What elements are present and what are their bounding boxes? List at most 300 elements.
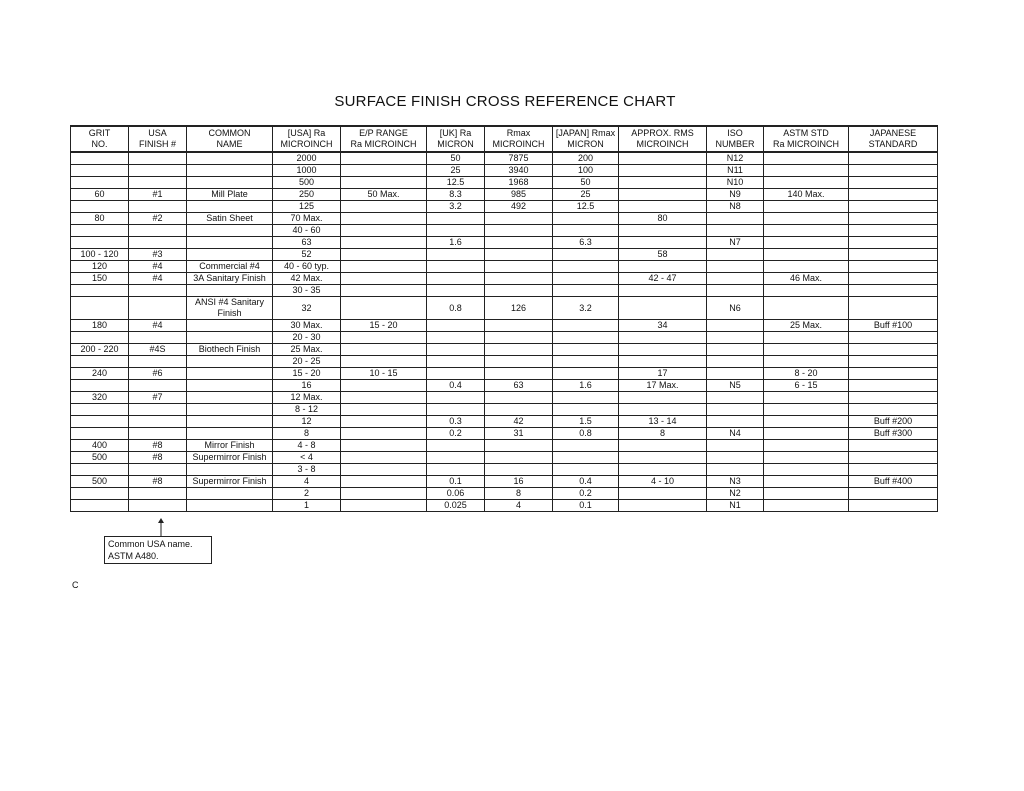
table-cell [849,189,938,201]
table-cell [71,285,129,297]
table-cell [849,225,938,237]
table-cell: 492 [485,201,553,213]
table-cell: #4S [129,344,187,356]
table-cell [849,440,938,452]
table-row [71,213,938,225]
table-cell: 12 Max. [273,392,341,404]
table-cell: 0.06 [427,488,485,500]
table-cell: 1.6 [427,237,485,249]
table-cell: 25 Max. [764,320,849,332]
table-cell [707,368,764,380]
table-cell [849,332,938,344]
table-cell: 60 [71,189,129,201]
column-header-line: NAME [216,139,243,149]
table-row [71,344,938,356]
table-cell [764,476,849,488]
column-header [427,126,485,152]
table-cell [71,488,129,500]
table-cell [71,165,129,177]
table-cell: 30 - 35 [273,285,341,297]
table-row [71,237,938,249]
table-cell [341,404,427,416]
table-cell [341,476,427,488]
table-cell [619,225,707,237]
table-cell: #3 [129,249,187,261]
table-cell: 16 [485,476,553,488]
table-cell [619,500,707,512]
table-cell [849,201,938,213]
table-cell: 3.2 [553,297,619,320]
table-cell: 500 [273,177,341,189]
table-cell [553,356,619,368]
table-row [71,488,938,500]
table-cell [129,297,187,320]
column-header-line: Ra MICROINCH [772,139,839,149]
table-cell: 4 [273,476,341,488]
table-cell [707,285,764,297]
table-cell: 100 [553,165,619,177]
table-cell [341,225,427,237]
table-cell [427,392,485,404]
table-cell [187,332,273,344]
table-cell: 70 Max. [273,213,341,225]
table-row [71,416,938,428]
table-cell: 17 Max. [619,380,707,392]
table-cell [764,488,849,500]
table-cell [187,177,273,189]
table-cell [129,225,187,237]
table-cell [71,500,129,512]
table-cell [707,464,764,476]
table-cell: 0.025 [427,500,485,512]
table-cell: N12 [707,152,764,165]
table-cell: Mirror Finish [187,440,273,452]
table-cell [553,225,619,237]
table-cell [71,297,129,320]
table-cell [341,488,427,500]
table-cell [427,464,485,476]
table-cell [341,152,427,165]
table-cell [427,440,485,452]
column-header-line: [UK] Ra [439,128,472,138]
table-cell [71,201,129,213]
table-cell [427,332,485,344]
table-cell [427,344,485,356]
table-cell: 3 - 8 [273,464,341,476]
column-header-line: MICROINCH [492,139,545,149]
table-cell: 8 [273,428,341,440]
column-header [707,126,764,152]
table-cell [485,452,553,464]
table-cell: 50 [427,152,485,165]
table-cell [764,285,849,297]
table-cell: 2000 [273,152,341,165]
table-cell [129,380,187,392]
table-row [71,404,938,416]
table-cell: Buff #400 [849,476,938,488]
column-header [129,126,187,152]
table-cell: 42 - 47 [619,273,707,285]
table-cell: 0.4 [427,380,485,392]
table-cell: 150 [71,273,129,285]
table-cell [553,320,619,332]
table-cell: 250 [273,189,341,201]
table-row [71,332,938,344]
table-row [71,476,938,488]
table-cell [187,320,273,332]
table-cell [764,152,849,165]
table-cell [553,332,619,344]
table-cell [129,285,187,297]
header-row [71,126,938,152]
table-cell [129,404,187,416]
table-cell: #4 [129,273,187,285]
table-cell [71,225,129,237]
table-cell [341,440,427,452]
column-header [273,126,341,152]
table-cell [341,380,427,392]
table-cell [485,356,553,368]
table-cell [187,285,273,297]
table-cell: 3940 [485,165,553,177]
table-cell: 500 [71,476,129,488]
table-cell [849,152,938,165]
table-cell [764,201,849,213]
table-cell [427,320,485,332]
table-cell: 50 Max. [341,189,427,201]
table-cell: N3 [707,476,764,488]
table-cell [849,488,938,500]
column-header-line: ISO [727,128,743,138]
table-row [71,249,938,261]
table-cell [485,237,553,249]
table-cell: 8 - 12 [273,404,341,416]
table-cell [849,273,938,285]
table-cell [129,201,187,213]
table-cell [619,332,707,344]
table-cell [553,392,619,404]
table-cell [619,152,707,165]
table-cell [619,464,707,476]
table-cell: 8 [619,428,707,440]
table-cell [707,404,764,416]
table-row [71,356,938,368]
table-cell: 200 - 220 [71,344,129,356]
table-cell: 2 [273,488,341,500]
table-cell [764,416,849,428]
column-header [187,126,273,152]
chart-title: SURFACE FINISH CROSS REFERENCE CHART [334,93,676,110]
table-cell: 46 Max. [764,273,849,285]
table-cell [129,356,187,368]
table-cell: Biothech Finish [187,344,273,356]
table-cell [71,152,129,165]
table-cell: 12 [273,416,341,428]
table-cell [849,297,938,320]
table-cell: 120 [71,261,129,273]
table-cell [764,452,849,464]
table-cell: 125 [273,201,341,213]
table-cell: 6 - 15 [764,380,849,392]
table-cell: 17 [619,368,707,380]
table-cell [553,464,619,476]
table-cell [849,356,938,368]
table-cell [341,285,427,297]
table-cell [187,201,273,213]
table-cell [187,500,273,512]
table-row [71,189,938,201]
table-cell: #4 [129,261,187,273]
table-cell [849,464,938,476]
table-cell [485,261,553,273]
table-cell [619,261,707,273]
table-cell: 3.2 [427,201,485,213]
table-cell: 1 [273,500,341,512]
column-header-line: ASTM STD [783,128,829,138]
table-cell: 25 [427,165,485,177]
table-cell [764,344,849,356]
column-header-line: USA [148,128,167,138]
table-cell [341,500,427,512]
table-cell [129,488,187,500]
table-cell: Buff #300 [849,428,938,440]
table-cell [553,368,619,380]
table-cell [71,356,129,368]
table-cell [553,249,619,261]
table-cell [129,416,187,428]
table-cell [485,320,553,332]
table-row [71,297,938,320]
table-cell [553,213,619,225]
table-row [71,273,938,285]
table-cell [187,237,273,249]
table-cell [764,428,849,440]
table-cell: 15 - 20 [341,320,427,332]
table-cell [619,297,707,320]
table-cell [427,249,485,261]
table-cell: Commercial #4 [187,261,273,273]
table-cell: 34 [619,320,707,332]
table-cell: #8 [129,476,187,488]
table-cell [341,249,427,261]
column-header [341,126,427,152]
table-cell: 30 Max. [273,320,341,332]
table-cell [485,225,553,237]
table-cell [849,261,938,273]
table-cell [187,249,273,261]
table-cell [427,273,485,285]
table-cell: 4 - 10 [619,476,707,488]
table-body [71,152,938,512]
table-cell [849,285,938,297]
table-cell: 3A Sanitary Finish [187,273,273,285]
table-cell: N9 [707,189,764,201]
table-cell [341,165,427,177]
table-cell: 20 - 25 [273,356,341,368]
table-row [71,392,938,404]
table-cell [707,392,764,404]
table-cell [187,356,273,368]
table-cell [71,237,129,249]
table-cell: N6 [707,297,764,320]
table-cell [764,500,849,512]
table-cell [764,392,849,404]
table-cell: #6 [129,368,187,380]
table-cell: 7875 [485,152,553,165]
table-cell: 140 Max. [764,189,849,201]
table-cell [619,488,707,500]
table-cell [764,237,849,249]
table-cell [187,368,273,380]
table-cell [341,464,427,476]
table-cell [849,237,938,249]
table-cell: 1000 [273,165,341,177]
table-cell: 200 [553,152,619,165]
table-cell [707,416,764,428]
table-cell [619,165,707,177]
table-cell [341,356,427,368]
column-header-line: JAPANESE [869,128,917,138]
table-cell: 63 [485,380,553,392]
column-header [553,126,619,152]
table-cell: N1 [707,500,764,512]
table-cell [485,368,553,380]
table-cell [129,464,187,476]
table-cell: 400 [71,440,129,452]
table-cell: 80 [619,213,707,225]
table-cell [849,452,938,464]
table-cell: N2 [707,488,764,500]
table-cell: 8.3 [427,189,485,201]
note-box [104,536,212,564]
table-cell: 100 - 120 [71,249,129,261]
table-cell: Satin Sheet [187,213,273,225]
table-cell: 20 - 30 [273,332,341,344]
table-cell [485,213,553,225]
table-cell: 16 [273,380,341,392]
column-header-line: GRIT [88,128,111,138]
table-row [71,261,938,273]
table-cell: #1 [129,189,187,201]
table-cell [707,332,764,344]
table-cell [485,404,553,416]
up-arrow-icon [155,518,167,538]
table-cell [764,404,849,416]
table-cell [553,404,619,416]
table-cell: 0.4 [553,476,619,488]
table-cell [553,344,619,356]
table-cell [485,464,553,476]
column-header [619,126,707,152]
table-cell: #7 [129,392,187,404]
table-cell [849,213,938,225]
column-header [485,126,553,152]
table-cell [341,273,427,285]
table-row [71,320,938,332]
table-cell: 8 [485,488,553,500]
table-cell: 0.1 [427,476,485,488]
table-cell [341,452,427,464]
table-cell [187,165,273,177]
table-cell [619,237,707,249]
table-cell [764,356,849,368]
table-cell [764,297,849,320]
column-header-line: [USA] Ra [287,128,326,138]
table-cell: 10 - 15 [341,368,427,380]
table-cell [707,440,764,452]
table-cell: 500 [71,452,129,464]
table-cell [187,428,273,440]
table-cell [849,165,938,177]
table-cell [707,344,764,356]
table-cell [485,273,553,285]
column-header-line: COMMON [208,128,251,138]
table-cell: 240 [71,368,129,380]
table-cell: 0.2 [427,428,485,440]
table-cell [707,249,764,261]
table-cell [187,152,273,165]
table-cell [764,213,849,225]
table-cell: #4 [129,320,187,332]
table-cell [129,237,187,249]
table-cell [764,440,849,452]
column-header [71,126,129,152]
table-cell: 8 - 20 [764,368,849,380]
table-cell [849,500,938,512]
table-cell: N8 [707,201,764,213]
table-cell [849,404,938,416]
table-cell [71,332,129,344]
table-cell [553,261,619,273]
table-cell [427,285,485,297]
table-row [71,201,938,213]
column-header [849,126,938,152]
table-cell: N4 [707,428,764,440]
table-row [71,500,938,512]
table-cell [485,249,553,261]
note-line: Common USA name. [108,539,193,549]
table-row [71,452,938,464]
table-cell [619,285,707,297]
table-row [71,152,938,165]
table-cell: 13 - 14 [619,416,707,428]
table-cell: 0.3 [427,416,485,428]
table-cell: 0.2 [553,488,619,500]
table-cell [619,189,707,201]
table-cell [71,416,129,428]
table-cell: 63 [273,237,341,249]
table-cell [427,261,485,273]
table-cell [849,249,938,261]
table-cell [427,404,485,416]
table-row [71,464,938,476]
column-header-line: MICRON [437,139,474,149]
table-row [71,380,938,392]
table-cell [707,261,764,273]
table-cell [485,285,553,297]
column-header-line: STANDARD [868,139,918,149]
table-cell: 4 - 8 [273,440,341,452]
table-cell [764,177,849,189]
table-cell: #8 [129,440,187,452]
table-cell [187,488,273,500]
table-cell: Supermirror Finish [187,452,273,464]
table-cell [71,428,129,440]
column-header-line: NO. [91,139,108,149]
table-cell: 25 [553,189,619,201]
table-row [71,165,938,177]
table-cell [341,332,427,344]
